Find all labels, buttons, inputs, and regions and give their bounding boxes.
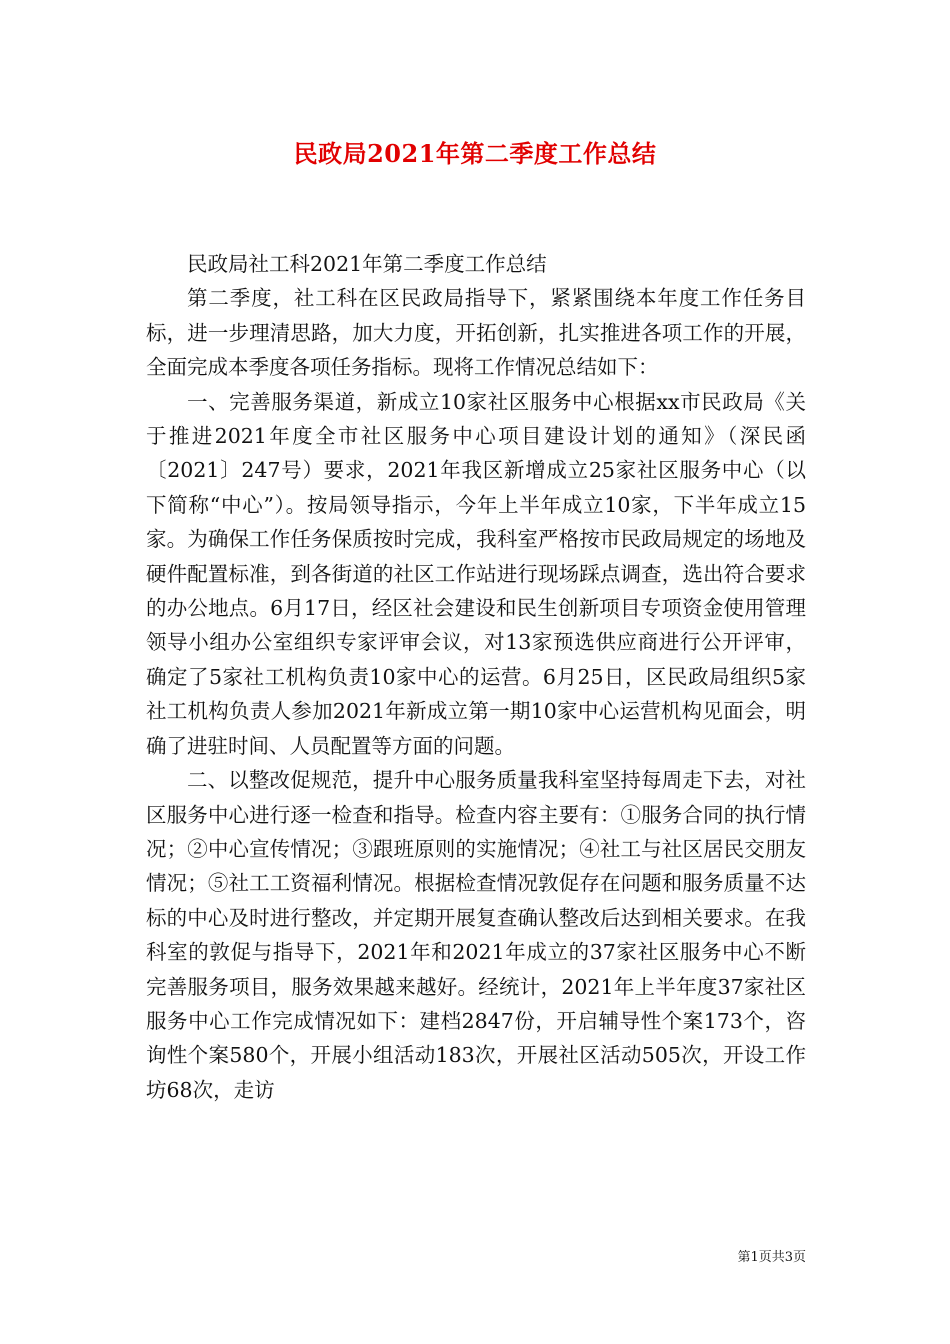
paragraph-intro: 第二季度，社工科在区民政局指导下，紧紧围绕本年度工作任务目标，进一步理清思路，加大力度，开拓创新，扎实推进各项工作的开展，全面完成本季度各项任务指标。现将工作情况总结如下： [146,286,806,380]
paragraph-section-1: 一、完善服务渠道，新成立10家社区服务中心根据xx市民政局《关于推进2021年度全市社区服务中心项目建设计划的通知》（深民函〔2021〕247号）要求，2021年我区新增成立25家社区服务中心（以下简称“中心”）。按局领导指示，今年上半年成立10家，下半年成立15家。为确保工作任务保质按时完成，我科室严格按市民政局规定的场地及硬件配置标准，到各街道的社区工作站进行现场踩点调查，选出符合要求的办公地点。6月17日，经区社会建设和民生创新项目专项资金使用管理领导小组办公室组织专家评审会议，对13家预选供应商进行公开评审，确定了5家社工机构负责10家中心的运营。6月25日，区民政局组织5家社工机构负责人参加2021年新成立第一期10家中心运营机构见面会，明确了进驻时间、人员配置等方面的问题。 [146,389,806,758]
paragraph-section-2: 二、以整改促规范，提升中心服务质量我科室坚持每周走下去，对社区服务中心进行逐一检查和指导。检查内容主要有：①服务合同的执行情况；②中心宣传情况；③跟班原则的实施情况；④社工与社区居民交朋友情况；⑤社工工资福利情况。根据检查情况敦促存在问题和服务质量不达标的中心及时进行整改，并定期开展复查确认整改后达到相关要求。在我科室的敦促与指导下，2021年和2021年成立的37家社区服务中心不断完善服务项目，服务效果越来越好。经统计，2021年上半年度37家社区服务中心工作完成情况如下：建档2847份，开启辅导性个案173个，咨询性个案580个，开展小组活动183次，开展社区活动505次，开设工作坊68次，走访 [146,768,806,1102]
document-title: 民政局2021年第二季度工作总结 [293,139,657,168]
document-body [146,247,806,1107]
paragraph-subtitle: 民政局社工科2021年第二季度工作总结 [187,252,547,276]
page-number: 第1页共3页 [737,1250,806,1265]
